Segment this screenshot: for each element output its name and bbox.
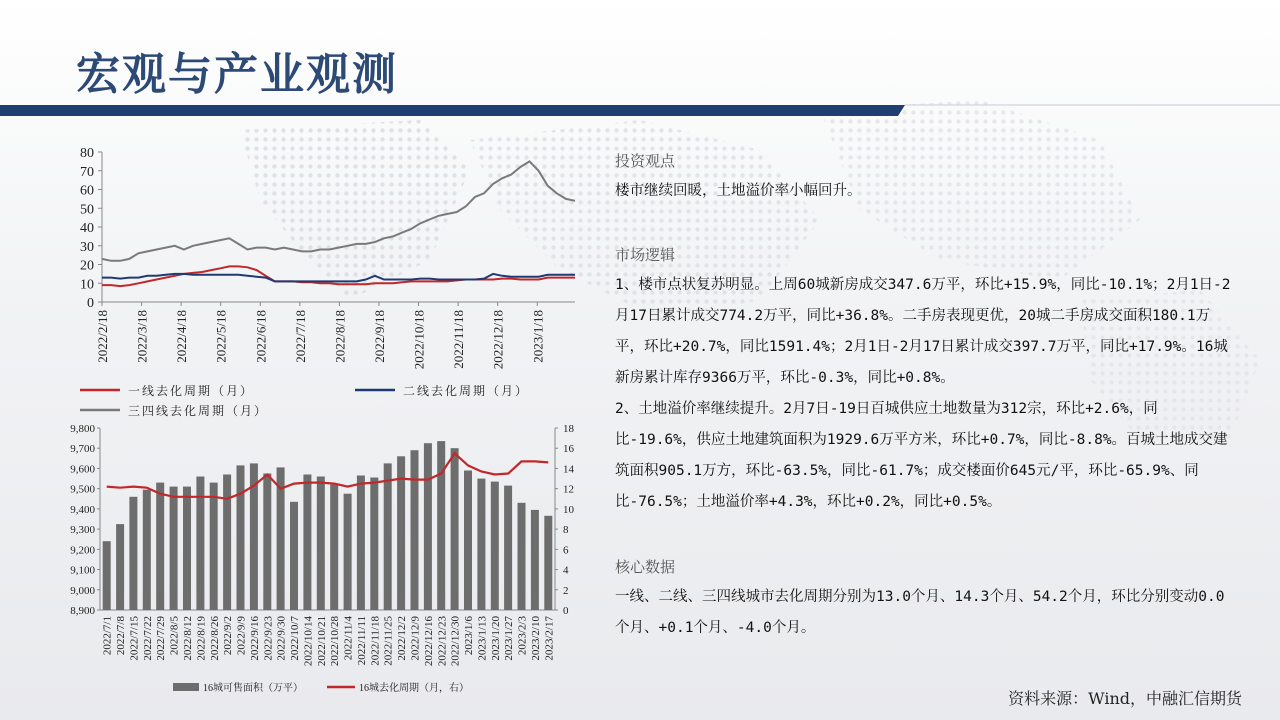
inventory-bar-line-chart xyxy=(55,420,600,700)
x-tick-label: 2022/12/9 xyxy=(409,616,422,661)
x-tick-label: 2022/8/19 xyxy=(195,616,208,661)
x-tick-label: 2022/7/1 xyxy=(101,616,114,656)
bar xyxy=(437,441,445,610)
bar xyxy=(384,463,392,610)
x-tick-label: 2022/5/18 xyxy=(213,310,229,363)
y2-tick-label: 12 xyxy=(563,483,574,496)
y-tick-label: 60 xyxy=(80,183,94,199)
x-tick-label: 2022/12/2 xyxy=(396,616,409,661)
x-tick-label: 2022/11/4 xyxy=(342,616,355,661)
x-tick-label: 2022/7/29 xyxy=(155,616,168,661)
x-tick-label: 2023/1/27 xyxy=(503,616,516,661)
y-tick-label: 9,800 xyxy=(70,423,95,435)
x-tick-label: 2022/10/28 xyxy=(329,616,342,667)
x-tick-label: 2022/7/18 xyxy=(292,310,308,363)
y-tick-label: 9,500 xyxy=(70,483,95,496)
x-tick-label: 2022/7/15 xyxy=(128,616,141,661)
y2-tick-label: 10 xyxy=(563,503,574,516)
x-tick-label: 2022/9/23 xyxy=(262,616,275,661)
x-tick-label: 2022/10/7 xyxy=(289,616,302,661)
core-data-text: 一线、二线、三四线城市去化周期分别为13.0个月、14.3个月、54.2个月，环比分别变动0.0个月、+0.1个月、-4.0个月。 xyxy=(615,589,1225,636)
x-tick-label: 2022/2/18 xyxy=(95,310,110,363)
investment-view-heading: 投资观点 xyxy=(615,152,676,170)
title-rule xyxy=(0,104,1280,118)
x-tick-label: 2023/1/6 xyxy=(463,616,476,656)
x-tick-label: 2023/2/3 xyxy=(516,616,529,656)
x-tick-label: 2022/12/16 xyxy=(422,616,435,667)
bar xyxy=(103,541,111,610)
y2-tick-label: 6 xyxy=(563,544,569,557)
x-tick-label: 2022/12/18 xyxy=(490,310,506,370)
y-tick-label: 9,100 xyxy=(70,564,95,577)
x-tick-label: 2022/7/22 xyxy=(141,616,154,661)
bar xyxy=(330,485,338,610)
bar xyxy=(344,494,352,610)
bar xyxy=(451,448,459,610)
x-tick-label: 2022/10/18 xyxy=(411,310,427,370)
bar xyxy=(143,490,151,610)
x-tick-label: 2022/8/12 xyxy=(181,616,194,661)
x-tick-label: 2022/9/9 xyxy=(235,616,248,656)
bar xyxy=(370,478,378,611)
bar xyxy=(411,450,419,610)
y-tick-label: 9,600 xyxy=(70,463,95,476)
x-tick-label: 2022/10/21 xyxy=(315,616,328,667)
bar xyxy=(303,475,311,611)
bar xyxy=(263,474,271,611)
x-tick-label: 2022/8/26 xyxy=(208,616,221,661)
x-tick-label: 2022/9/30 xyxy=(275,616,288,661)
bar xyxy=(183,487,191,610)
x-tick-label: 2023/1/13 xyxy=(476,616,489,661)
y2-tick-label: 0 xyxy=(563,605,569,617)
x-tick-label: 2022/8/18 xyxy=(332,310,348,363)
bar xyxy=(223,475,231,611)
x-tick-label: 2023/1/18 xyxy=(530,310,546,363)
y-tick-label: 40 xyxy=(80,221,94,236)
bar xyxy=(290,502,298,610)
x-tick-label: 2022/9/2 xyxy=(222,616,235,656)
bar xyxy=(357,476,365,611)
bar xyxy=(531,510,539,610)
legend-label-line: 16城去化周期（月，右） xyxy=(359,683,469,694)
investment-view-text: 楼市继续回暖，土地溢价率小幅回升。 xyxy=(615,183,862,199)
legend-label-3: 三四线去化周期（月） xyxy=(128,404,269,418)
y-tick-label: 80 xyxy=(80,146,94,161)
y2-tick-label: 14 xyxy=(563,463,574,476)
x-tick-label: 2022/10/14 xyxy=(302,616,315,667)
absorption-cycle-line-chart xyxy=(60,140,600,425)
y-tick-label: 20 xyxy=(80,258,94,274)
bar xyxy=(129,497,137,610)
legend-label-bar: 16城可售面积（万平） xyxy=(203,683,303,694)
bar xyxy=(170,487,178,610)
x-tick-label: 2022/4/18 xyxy=(174,310,190,363)
y-tick-label: 9,000 xyxy=(70,584,95,597)
page-title: 宏观与产业观测 xyxy=(76,49,398,100)
x-tick-label: 2022/11/11 xyxy=(355,616,368,666)
source-note: 资料来源：Wind，中融汇信期货 xyxy=(1008,689,1242,708)
y2-tick-label: 2 xyxy=(563,584,569,597)
y-tick-label: 9,200 xyxy=(70,544,95,557)
legend-label-2: 二线去化周期（月） xyxy=(403,384,530,398)
legend-swatch-bar xyxy=(173,683,199,691)
bar xyxy=(544,516,552,610)
x-tick-label: 2023/2/10 xyxy=(529,616,542,661)
x-tick-label: 2022/6/18 xyxy=(253,310,269,363)
y2-tick-label: 4 xyxy=(563,564,569,577)
bar xyxy=(477,479,485,610)
y-tick-label: 9,300 xyxy=(70,524,95,537)
bar xyxy=(464,471,472,611)
legend-label-1: 一线去化周期（月） xyxy=(128,384,255,398)
x-tick-label: 2022/11/18 xyxy=(451,310,467,369)
x-tick-label: 2022/9/18 xyxy=(371,310,387,363)
bar xyxy=(116,524,124,610)
market-logic-heading: 市场逻辑 xyxy=(615,246,676,264)
x-tick-label: 2022/12/23 xyxy=(436,616,449,667)
bar xyxy=(156,483,164,610)
x-tick-label: 2022/8/5 xyxy=(168,616,181,656)
y-tick-label: 30 xyxy=(80,239,94,255)
bar xyxy=(210,483,218,610)
y-tick-label: 50 xyxy=(80,202,94,218)
y2-tick-label: 8 xyxy=(563,524,569,537)
y-tick-label: 8,900 xyxy=(70,605,95,617)
y-tick-label: 70 xyxy=(80,164,94,180)
y-tick-label: 0 xyxy=(87,296,94,311)
x-tick-label: 2022/3/18 xyxy=(134,310,150,363)
x-tick-label: 2022/9/16 xyxy=(248,616,261,661)
bar xyxy=(237,465,245,610)
core-data-heading: 核心数据 xyxy=(615,558,676,576)
x-tick-label: 2023/2/17 xyxy=(543,616,556,661)
bar xyxy=(317,477,325,611)
market-logic-paragraph-1: 1、楼市点状复苏明显。上周60城新房成交347.6万平，环比+15.9%，同比-10.1%；2月1日-2月17日累计成交774.2万平，同比+36.8%。二手房表现更优，20城二手房成交面积180.1万平，环比+20.7%，同比1591.4%；2月1日-2月17日累计成交397.7万平，同比+17.9%。16城新房累计库存9366万平，环比-0.3%，同比+0.8%。 xyxy=(615,277,1231,386)
x-tick-label: 2023/1/20 xyxy=(489,616,502,661)
bar xyxy=(504,486,512,610)
series-line-3 xyxy=(102,161,575,260)
y-tick-label: 9,700 xyxy=(70,443,95,456)
x-tick-label: 2022/7/8 xyxy=(115,616,128,656)
bar xyxy=(518,503,526,610)
y2-tick-label: 18 xyxy=(563,423,574,435)
x-tick-label: 2022/11/18 xyxy=(369,616,382,666)
y-tick-label: 9,400 xyxy=(70,503,95,516)
y-tick-label: 10 xyxy=(80,277,94,293)
market-logic-paragraph-2: 2、土地溢价率继续提升。2月7日-19日百城供应土地数量为312宗，环比+2.6%，同比-19.6%，供应土地建筑面积为1929.6万平方米，环比+0.7%，同比-8.8%。百城土地成交建筑面积905.1万方，环比-63.5%，同比-61.7%；成交楼面价645元/平，环比-65.9%、同比-76.5%；土地溢价率+4.3%，环比+0.2%，同比+0.5%。 xyxy=(615,401,1228,510)
x-tick-label: 2022/12/30 xyxy=(449,616,462,667)
bar xyxy=(491,482,499,610)
x-tick-label: 2022/11/25 xyxy=(382,616,395,666)
bar xyxy=(424,443,432,610)
y2-tick-label: 16 xyxy=(563,443,574,456)
